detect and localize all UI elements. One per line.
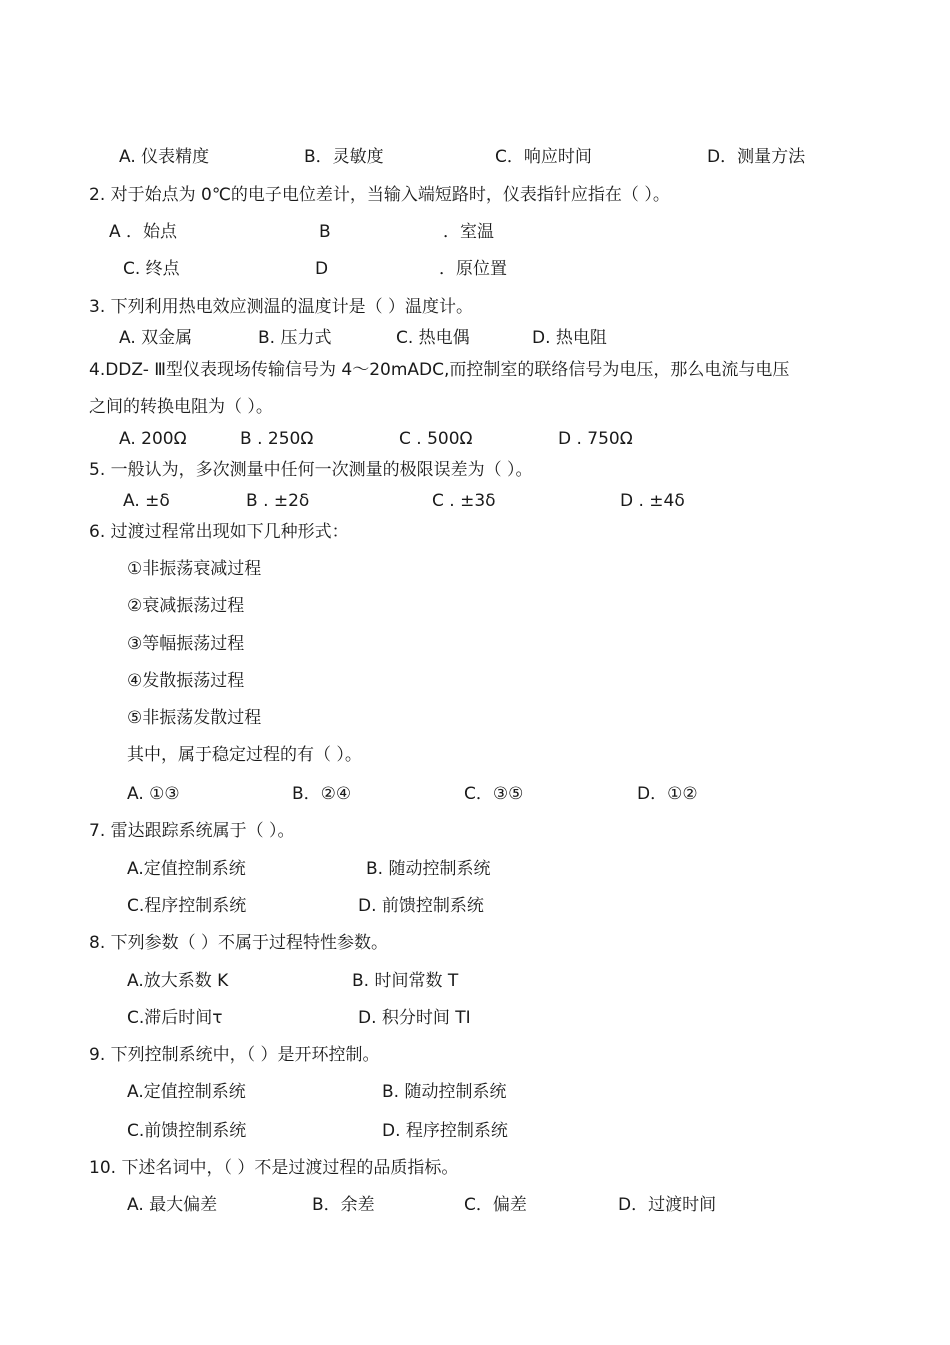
q9-option-d: D. 程序控制系统 — [382, 1121, 508, 1141]
q1-option-d: D．测量方法 — [707, 147, 806, 167]
q4-option-c: C . 500Ω — [399, 429, 473, 449]
q6-item-3: ③等幅振荡过程 — [127, 634, 245, 654]
q8-stem: 8. 下列参数（ ）不属于过程特性参数。 — [89, 933, 389, 953]
q4-option-b: B . 250Ω — [240, 429, 314, 449]
q1-option-b: B．灵敏度 — [304, 147, 384, 167]
q2-option-b-text: ．室温 — [443, 222, 494, 242]
q2-option-d-text: ．原位置 — [439, 259, 507, 279]
q6-stem: 6. 过渡过程常出现如下几种形式： — [89, 522, 349, 542]
q9-stem: 9. 下列控制系统中，（ ）是开环控制。 — [89, 1045, 380, 1065]
q8-option-c: C.滞后时间τ — [127, 1008, 223, 1028]
q1-option-c: C．响应时间 — [495, 147, 592, 167]
q6-item-2: ②衰减振荡过程 — [127, 596, 245, 616]
q2-option-b-letter: B — [319, 222, 331, 242]
q7-option-b: B. 随动控制系统 — [366, 859, 491, 879]
q3-option-c: C. 热电偶 — [396, 328, 470, 348]
q6-item-4: ④发散振荡过程 — [127, 671, 245, 691]
q2-option-d-letter: D — [315, 259, 329, 279]
q8-option-a: A.放大系数 K — [127, 971, 229, 991]
q4-option-a: A. 200Ω — [119, 429, 187, 449]
q10-option-d: D．过渡时间 — [618, 1195, 717, 1215]
q10-option-a: A. 最大偏差 — [127, 1195, 218, 1215]
q1-option-a: A. 仪表精度 — [119, 147, 210, 167]
q6-option-d: D．①② — [637, 784, 698, 804]
q5-option-d: D . ±4δ — [620, 491, 685, 511]
q7-stem: 7. 雷达跟踪系统属于（ ）。 — [89, 821, 295, 841]
q3-stem: 3. 下列利用热电效应测温的温度计是（ ）温度计。 — [89, 297, 474, 317]
q4-stem-line1: 4.DDZ- Ⅲ型仪表现场传输信号为 4～20mADC,而控制室的联络信号为电压，那么电流与电压 — [89, 360, 790, 380]
q6-option-c: C．③⑤ — [464, 784, 524, 804]
q9-option-b: B. 随动控制系统 — [382, 1082, 507, 1102]
q3-option-a: A. 双金属 — [119, 328, 193, 348]
q6-item-1: ①非振荡衰减过程 — [127, 559, 262, 579]
q8-option-d: D. 积分时间 TI — [358, 1008, 471, 1028]
q2-option-a: A ．始点 — [109, 222, 178, 242]
q4-option-d: D . 750Ω — [558, 429, 633, 449]
q6-item-5: ⑤非振荡发散过程 — [127, 708, 262, 728]
q5-option-a: A. ±δ — [123, 491, 170, 511]
q9-option-c: C.前馈控制系统 — [127, 1121, 247, 1141]
q2-option-c: C. 终点 — [123, 259, 180, 279]
q6-option-a: A. ①③ — [127, 784, 180, 804]
q10-option-b: B．余差 — [312, 1195, 375, 1215]
q5-stem: 5. 一般认为，多次测量中任何一次测量的极限误差为（ ）。 — [89, 460, 533, 480]
q3-option-d: D. 热电阻 — [532, 328, 607, 348]
q7-option-a: A.定值控制系统 — [127, 859, 246, 879]
q6-sub-question: 其中，属于稳定过程的有（ ）。 — [127, 745, 362, 765]
q4-stem-line2: 之间的转换电阻为（ ）。 — [89, 397, 273, 417]
q9-option-a: A.定值控制系统 — [127, 1082, 246, 1102]
q7-option-d: D. 前馈控制系统 — [358, 896, 484, 916]
q5-option-b: B . ±2δ — [246, 491, 310, 511]
q3-option-b: B. 压力式 — [258, 328, 332, 348]
q2-stem: 2. 对于始点为 0℃的电子电位差计，当输入端短路时，仪表指针应指在（ ）。 — [89, 185, 670, 205]
q7-option-c: C.程序控制系统 — [127, 896, 247, 916]
q10-option-c: C．偏差 — [464, 1195, 527, 1215]
q6-option-b: B．②④ — [292, 784, 352, 804]
q5-option-c: C . ±3δ — [432, 491, 496, 511]
q8-option-b: B. 时间常数 T — [352, 971, 459, 991]
q10-stem: 10. 下述名词中，（ ）不是过渡过程的品质指标。 — [89, 1158, 459, 1178]
